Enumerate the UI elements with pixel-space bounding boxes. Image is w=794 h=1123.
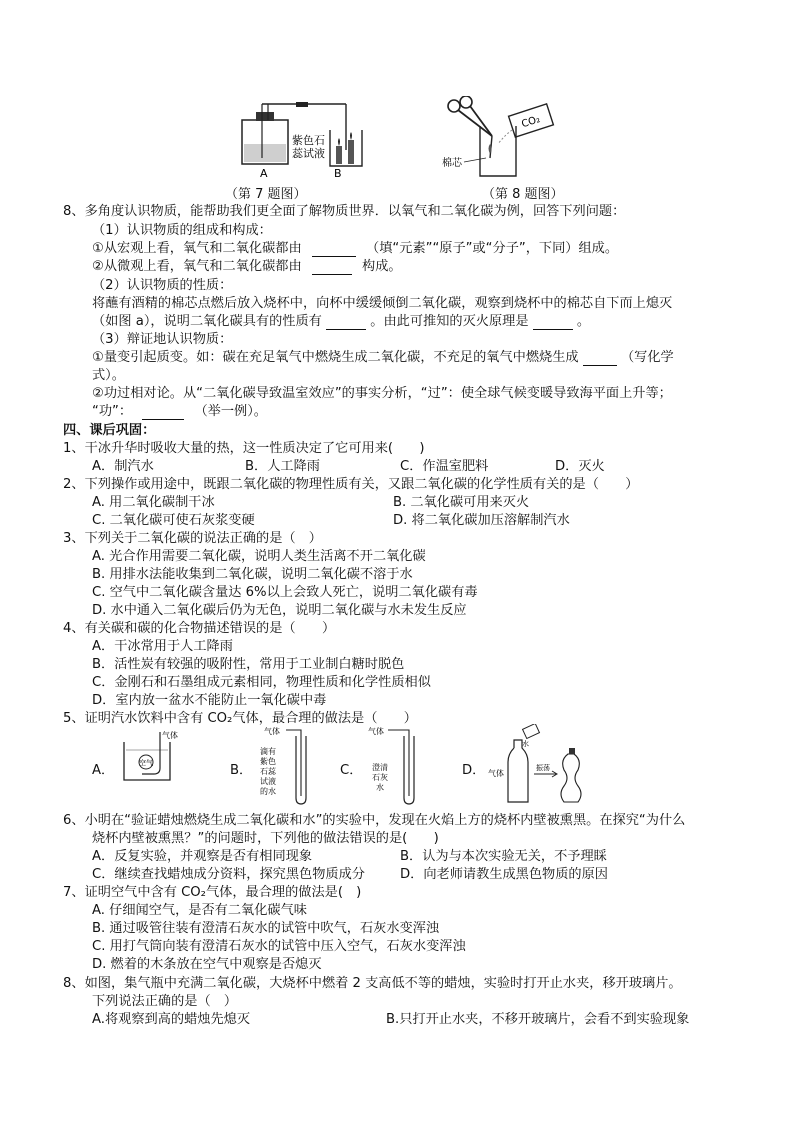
question-2-stem: 2、下列操作或用途中，既跟二氧化碳的物理性质有关，又跟二氧化碳的化学性质有关的是（ ） <box>63 477 639 492</box>
q8b-option-a[interactable]: A.将观察到高的蜡烛先熄灭 <box>92 1012 251 1027</box>
q8-part3-title: （3）辩证地认识物质： <box>92 332 233 347</box>
q5-figure-a <box>118 728 184 784</box>
q5-option-a[interactable]: A． <box>92 763 115 778</box>
fig7-label-a: A <box>260 167 268 180</box>
q2-option-d[interactable]: D. 将二氧化碳加压溶解制汽水 <box>393 513 570 528</box>
q8-part3-a-pre: ①量变引起质变。如：碳在充足氧气中燃烧生成二氧化碳，不充足的氧气中燃烧生成 <box>92 350 579 365</box>
q4-option-d[interactable]: D．室内放一盆水不能防止一氧化碳中毒 <box>92 693 327 708</box>
q5-a-gas-label: 气体 <box>162 731 178 740</box>
question-5-stem: 5、证明汽水饮料中含有 CO₂气体，最合理的做法是（ ） <box>63 711 417 726</box>
question-8-stem-line2: 下列说法正确的是（ ） <box>92 994 238 1009</box>
q8-part2-line2-pre: （如图 a），说明二氧化碳具有的性质有 <box>92 314 322 329</box>
fig8-wick-label: 棉芯 <box>442 158 462 169</box>
q5-figure-b <box>256 726 316 806</box>
q1-option-d[interactable]: D．灭火 <box>555 459 605 474</box>
fig8-caption: （第 8 题图） <box>482 187 564 202</box>
q3-option-c[interactable]: C. 空气中二氧化碳含量达 6%以上会致人死亡，说明二氧化碳有毒 <box>92 585 478 600</box>
question-4-stem: 4、有关碳和碳的化合物描述错误的是（ ） <box>63 621 336 636</box>
answer-blank[interactable] <box>142 405 184 420</box>
q6-option-d[interactable]: D．向老师请教生成黑色物质的原因 <box>400 867 608 882</box>
q5-d-water-label: 水 <box>522 740 529 748</box>
q8-part1-b <box>92 258 402 275</box>
q5-c-label-3: 水 <box>376 783 384 792</box>
q5-b-label-1: 滴有 <box>260 747 276 756</box>
q3-option-a[interactable]: A. 光合作用需要二氧化碳，说明人类生活离不开二氧化碳 <box>92 549 426 564</box>
q8-part3-b-line2 <box>92 403 267 420</box>
q8b-option-b[interactable]: B.只打开止水夹，不移开玻璃片，会看不到实验现象 <box>386 1012 690 1027</box>
q4-option-c[interactable]: C．金刚石和石墨组成元素相同，物理性质和化学性质相似 <box>92 675 431 690</box>
q7-option-a[interactable]: A. 仔细闻空气，是否有二氧化碳气味 <box>92 903 307 918</box>
q2-option-a[interactable]: A. 用二氧化碳制干冰 <box>92 495 215 510</box>
q7-option-c[interactable]: C. 用打气筒向装有澄清石灰水的试管中压入空气，石灰水变浑浊 <box>92 939 466 954</box>
q5-figure-c <box>366 726 426 806</box>
q8-part3-b-post: （举一例）。 <box>194 404 267 419</box>
figure-7-apparatus <box>236 100 366 180</box>
q5-b-label-5: 的水 <box>260 787 276 796</box>
question-7-stem: 7、证明空气中含有 CO₂气体，最合理的做法是( ) <box>63 885 362 900</box>
fig7-caption: （第 7 题图） <box>225 187 307 202</box>
q5-figure-d <box>486 724 596 806</box>
q5-c-label-2: 石灰 <box>372 773 388 782</box>
section-title: 四、课后巩固： <box>63 423 156 438</box>
fig7-liquid-label-2: 蕊试液 <box>292 147 325 160</box>
answer-blank[interactable] <box>583 351 617 366</box>
q1-option-b[interactable]: B．人工降雨 <box>245 459 320 474</box>
q5-option-b[interactable]: B． <box>230 763 253 778</box>
q5-option-c[interactable]: C． <box>340 763 363 778</box>
q1-option-c[interactable]: C．作温室肥料 <box>400 459 489 474</box>
q5-d-gas-label: 气体 <box>488 769 504 778</box>
q1-option-a[interactable]: A．制汽水 <box>92 459 154 474</box>
q7-option-d[interactable]: D. 燃着的木条放在空气中观察是否熄灭 <box>92 957 322 972</box>
q5-b-label-4: 试液 <box>260 777 276 786</box>
q3-option-d[interactable]: D. 水中通入二氧化碳后仍为无色，说明二氧化碳与水未发生反应 <box>92 603 467 618</box>
q4-option-b[interactable]: B．活性炭有较强的吸附性，常用于工业制白糖时脱色 <box>92 657 405 672</box>
q5-b-gas-label: 气体 <box>264 727 280 736</box>
q8-part3-b-pre: “功”： <box>92 404 133 419</box>
q8-part1-a-post: （填“元素”“原子”或“分子”，下同）组成。 <box>366 241 619 256</box>
fig7-liquid-label-1: 紫色石 <box>292 134 325 147</box>
q8-part3-a-line2: 式）。 <box>92 368 125 383</box>
q8-part1-b-pre: ②从微观上看，氧气和二氧化碳都由 <box>92 259 302 274</box>
q6-option-c[interactable]: C．继续查找蜡烛成分资料，探究黑色物质成分 <box>92 867 365 882</box>
q8-part1-a-pre: ①从宏观上看，氧气和二氧化碳都由 <box>92 241 302 256</box>
q5-c-label-1: 澄清 <box>372 763 388 772</box>
q8-part2-line2-post: 。 <box>576 314 591 329</box>
q5-c-gas-label: 气体 <box>368 727 384 736</box>
q8-part2-line2-mid: 。由此可推知的灭火原理是 <box>370 314 529 329</box>
answer-blank[interactable] <box>312 242 356 257</box>
q8-part1-title: （1）认识物质的组成和构成： <box>92 223 272 238</box>
q8-part1-a <box>92 240 618 257</box>
q8-stem: 8、多角度认识物质，能帮助我们更全面了解物质世界．以氧气和二氧化碳为例，回答下列问题： <box>63 204 626 219</box>
q8-part2-title: （2）认识物质的性质： <box>92 278 233 293</box>
fig7-label-b: B <box>334 167 342 180</box>
q8-part1-b-post: 构成。 <box>362 259 402 274</box>
q5-option-d[interactable]: D． <box>462 763 486 778</box>
answer-blank[interactable] <box>533 315 573 330</box>
question-6-stem-line2: 烧杯内壁被熏黑？”的问题时，下列他的做法错误的是( ) <box>92 831 439 846</box>
q5-d-shake-label: 振荡 <box>536 764 550 772</box>
q7-option-b[interactable]: B. 通过吸管往装有澄清石灰水的试管中吹气，石灰水变浑浊 <box>92 921 440 936</box>
q8-part3-b-line1: ②功过相对论。从“二氧化碳导致温室效应”的事实分析，“过”：使全球气候变暖导致海平面上升等； <box>92 386 672 401</box>
q4-option-a[interactable]: A．干冰常用于人工降雨 <box>92 639 233 654</box>
fig8-co2-label: CO₂ <box>520 113 542 131</box>
q5-b-label-3: 石蕊 <box>260 767 276 776</box>
q2-option-b[interactable]: B. 二氧化碳可用来灭火 <box>393 495 530 510</box>
q8-part2-line2 <box>92 313 590 330</box>
q5-b-label-2: 紫色 <box>260 757 276 766</box>
answer-blank[interactable] <box>312 260 352 275</box>
q8-part2-line1: 将蘸有酒精的棉芯点燃后放入烧杯中，向杯中缓缓倾倒二氧化碳，观察到烧杯中的棉芯自下而上熄灭 <box>92 296 673 311</box>
q6-option-a[interactable]: A．反复实验，并观察是否有相同现象 <box>92 849 313 864</box>
q6-option-b[interactable]: B．认为与本次实验无关，不予理睬 <box>400 849 607 864</box>
figure-8-apparatus <box>440 96 560 182</box>
q3-option-b[interactable]: B. 用排水法能收集到二氧化碳，说明二氧化碳不溶于水 <box>92 567 413 582</box>
q5-a-air-label: 空气 <box>139 759 153 767</box>
question-3-stem: 3、下列关于二氧化碳的说法正确的是（ ） <box>63 531 322 546</box>
q8-part3-a <box>92 349 674 366</box>
question-8-stem-line1: 8、如图，集气瓶中充满二氧化碳，大烧杯中燃着 2 支高低不等的蜡烛，实验时打开止水夹，移开玻璃片。 <box>63 976 682 991</box>
q2-option-c[interactable]: C. 二氧化碳可使石灰浆变硬 <box>92 513 255 528</box>
answer-blank[interactable] <box>326 315 366 330</box>
question-6-stem-line1: 6、小明在“验证蜡烛燃烧生成二氧化碳和水”的实验中，发现在火焰上方的烧杯内壁被熏黑。在探究“为什么 <box>63 813 686 828</box>
question-1-stem: 1、干冰升华时吸收大量的热，这一性质决定了它可用来( ) <box>63 441 425 456</box>
q8-part3-a-post: （写化学 <box>620 350 674 365</box>
